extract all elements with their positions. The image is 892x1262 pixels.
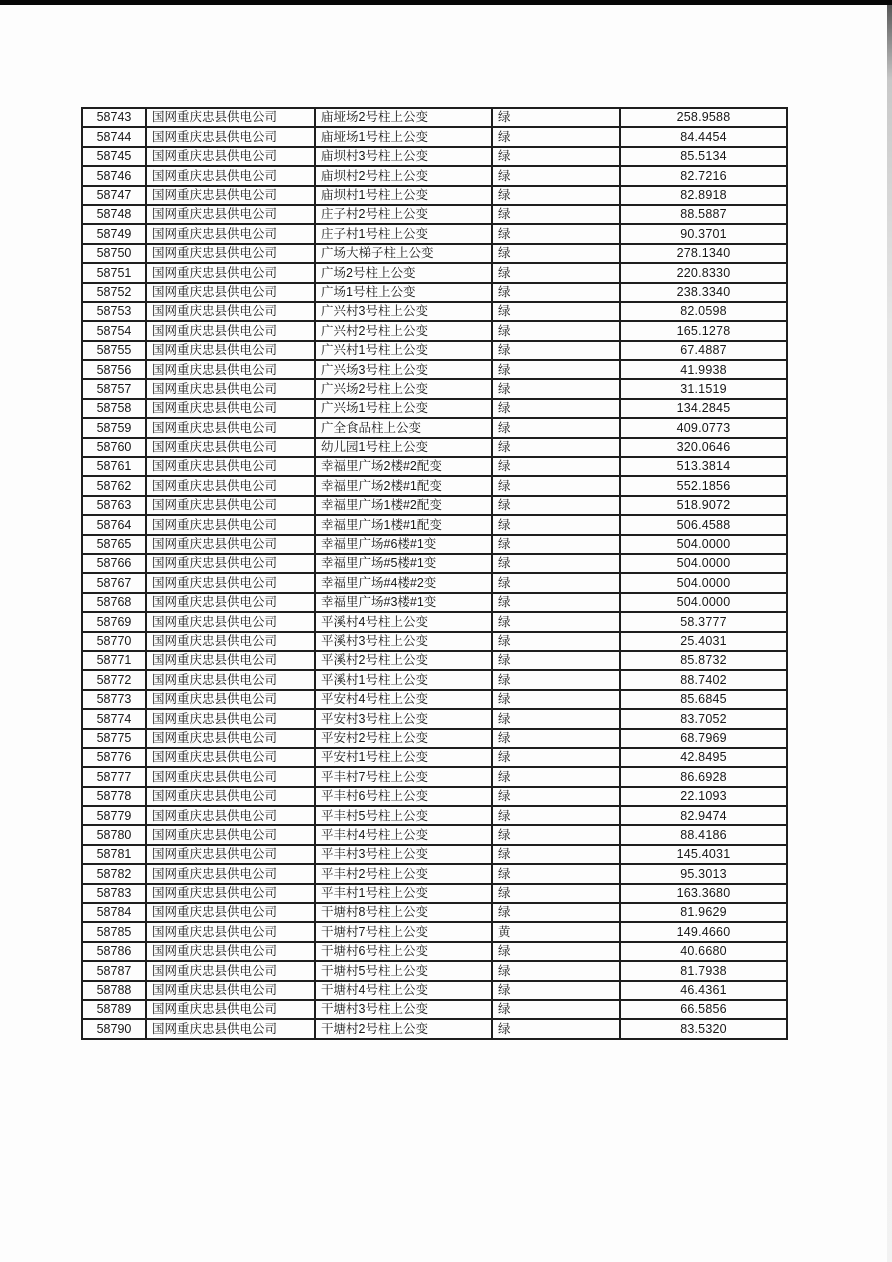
cell-value: 88.5887 — [620, 205, 787, 224]
cell-company-name: 国网重庆忠县供电公司 — [146, 825, 315, 844]
cell-status: 绿 — [492, 942, 620, 961]
cell-value: 518.9072 — [620, 496, 787, 515]
cell-status: 绿 — [492, 767, 620, 786]
cell-status: 绿 — [492, 108, 620, 127]
cell-company-name: 国网重庆忠县供电公司 — [146, 573, 315, 592]
cell-record-id: 58751 — [82, 263, 146, 282]
cell-value: 90.3701 — [620, 224, 787, 243]
cell-record-id: 58743 — [82, 108, 146, 127]
cell-status: 绿 — [492, 825, 620, 844]
cell-record-id: 58755 — [82, 341, 146, 360]
cell-transformer-name: 干塘村7号柱上公变 — [315, 922, 492, 941]
cell-company-name: 国网重庆忠县供电公司 — [146, 787, 315, 806]
cell-record-id: 58784 — [82, 903, 146, 922]
cell-value: 552.1856 — [620, 476, 787, 495]
cell-company-name: 国网重庆忠县供电公司 — [146, 399, 315, 418]
cell-transformer-name: 庙垭场2号柱上公变 — [315, 108, 492, 127]
cell-record-id: 58787 — [82, 961, 146, 980]
cell-value: 25.4031 — [620, 632, 787, 651]
cell-transformer-name: 广场2号柱上公变 — [315, 263, 492, 282]
cell-value: 504.0000 — [620, 593, 787, 612]
cell-transformer-name: 幸福里广场1楼#2配变 — [315, 496, 492, 515]
table-row — [82, 632, 787, 651]
cell-transformer-name: 广场1号柱上公变 — [315, 283, 492, 302]
cell-company-name: 国网重庆忠县供电公司 — [146, 205, 315, 224]
cell-company-name: 国网重庆忠县供电公司 — [146, 884, 315, 903]
cell-status: 绿 — [492, 457, 620, 476]
cell-company-name: 国网重庆忠县供电公司 — [146, 283, 315, 302]
cell-value: 82.0598 — [620, 302, 787, 321]
cell-transformer-name: 平丰村6号柱上公变 — [315, 787, 492, 806]
cell-company-name: 国网重庆忠县供电公司 — [146, 748, 315, 767]
cell-transformer-name: 幸福里广场#6楼#1变 — [315, 535, 492, 554]
cell-status: 绿 — [492, 670, 620, 689]
cell-status: 绿 — [492, 961, 620, 980]
cell-status: 绿 — [492, 166, 620, 185]
cell-record-id: 58748 — [82, 205, 146, 224]
cell-value: 66.5856 — [620, 1000, 787, 1019]
cell-transformer-name: 平安村2号柱上公变 — [315, 729, 492, 748]
scan-edge-right-shadow — [887, 5, 892, 1262]
table-row — [82, 1019, 787, 1038]
cell-value: 145.4031 — [620, 845, 787, 864]
table-row — [82, 729, 787, 748]
cell-status: 绿 — [492, 418, 620, 437]
cell-value: 238.3340 — [620, 283, 787, 302]
cell-status: 绿 — [492, 573, 620, 592]
table-row — [82, 670, 787, 689]
cell-status: 绿 — [492, 593, 620, 612]
table-row — [82, 166, 787, 185]
cell-status: 黄 — [492, 922, 620, 941]
cell-company-name: 国网重庆忠县供电公司 — [146, 806, 315, 825]
cell-company-name: 国网重庆忠县供电公司 — [146, 244, 315, 263]
cell-record-id: 58760 — [82, 438, 146, 457]
cell-record-id: 58752 — [82, 283, 146, 302]
cell-record-id: 58747 — [82, 186, 146, 205]
cell-company-name: 国网重庆忠县供电公司 — [146, 341, 315, 360]
cell-company-name: 国网重庆忠县供电公司 — [146, 922, 315, 941]
cell-company-name: 国网重庆忠县供电公司 — [146, 554, 315, 573]
cell-status: 绿 — [492, 186, 620, 205]
cell-record-id: 58785 — [82, 922, 146, 941]
cell-status: 绿 — [492, 302, 620, 321]
cell-record-id: 58765 — [82, 535, 146, 554]
table-row — [82, 845, 787, 864]
cell-value: 504.0000 — [620, 573, 787, 592]
table-row — [82, 942, 787, 961]
cell-value: 31.1519 — [620, 379, 787, 398]
cell-status: 绿 — [492, 884, 620, 903]
cell-company-name: 国网重庆忠县供电公司 — [146, 321, 315, 340]
cell-record-id: 58789 — [82, 1000, 146, 1019]
table-row — [82, 399, 787, 418]
table-row — [82, 903, 787, 922]
cell-record-id: 58772 — [82, 670, 146, 689]
cell-record-id: 58775 — [82, 729, 146, 748]
cell-transformer-name: 平溪村4号柱上公变 — [315, 612, 492, 631]
table-row — [82, 864, 787, 883]
cell-status: 绿 — [492, 263, 620, 282]
cell-record-id: 58745 — [82, 147, 146, 166]
cell-transformer-name: 平溪村2号柱上公变 — [315, 651, 492, 670]
cell-record-id: 58767 — [82, 573, 146, 592]
cell-value: 95.3013 — [620, 864, 787, 883]
cell-record-id: 58758 — [82, 399, 146, 418]
cell-company-name: 国网重庆忠县供电公司 — [146, 864, 315, 883]
cell-company-name: 国网重庆忠县供电公司 — [146, 612, 315, 631]
cell-value: 88.7402 — [620, 670, 787, 689]
cell-record-id: 58754 — [82, 321, 146, 340]
cell-transformer-name: 平丰村1号柱上公变 — [315, 884, 492, 903]
cell-transformer-name: 幸福里广场2楼#1配变 — [315, 476, 492, 495]
cell-company-name: 国网重庆忠县供电公司 — [146, 379, 315, 398]
cell-status: 绿 — [492, 981, 620, 1000]
cell-record-id: 58749 — [82, 224, 146, 243]
cell-transformer-name: 平丰村2号柱上公变 — [315, 864, 492, 883]
cell-record-id: 58762 — [82, 476, 146, 495]
cell-record-id: 58759 — [82, 418, 146, 437]
cell-record-id: 58771 — [82, 651, 146, 670]
cell-transformer-name: 幸福里广场2楼#2配变 — [315, 457, 492, 476]
cell-transformer-name: 广兴场1号柱上公变 — [315, 399, 492, 418]
cell-company-name: 国网重庆忠县供电公司 — [146, 767, 315, 786]
table-row — [82, 147, 787, 166]
table-body — [82, 108, 787, 1039]
cell-status: 绿 — [492, 612, 620, 631]
table-row — [82, 651, 787, 670]
cell-value: 40.6680 — [620, 942, 787, 961]
cell-company-name: 国网重庆忠县供电公司 — [146, 147, 315, 166]
cell-status: 绿 — [492, 1000, 620, 1019]
cell-value: 83.5320 — [620, 1019, 787, 1038]
cell-company-name: 国网重庆忠县供电公司 — [146, 1000, 315, 1019]
table-row — [82, 1000, 787, 1019]
cell-company-name: 国网重庆忠县供电公司 — [146, 360, 315, 379]
cell-record-id: 58746 — [82, 166, 146, 185]
cell-status: 绿 — [492, 224, 620, 243]
cell-value: 82.8918 — [620, 186, 787, 205]
cell-value: 84.4454 — [620, 127, 787, 146]
cell-company-name: 国网重庆忠县供电公司 — [146, 476, 315, 495]
cell-company-name: 国网重庆忠县供电公司 — [146, 224, 315, 243]
table-row — [82, 205, 787, 224]
cell-transformer-name: 平丰村3号柱上公变 — [315, 845, 492, 864]
cell-transformer-name: 干塘村5号柱上公变 — [315, 961, 492, 980]
cell-status: 绿 — [492, 496, 620, 515]
cell-company-name: 国网重庆忠县供电公司 — [146, 535, 315, 554]
cell-company-name: 国网重庆忠县供电公司 — [146, 263, 315, 282]
cell-transformer-name: 广兴村1号柱上公变 — [315, 341, 492, 360]
cell-record-id: 58764 — [82, 515, 146, 534]
table-row — [82, 379, 787, 398]
cell-status: 绿 — [492, 127, 620, 146]
cell-status: 绿 — [492, 399, 620, 418]
cell-transformer-name: 幼儿园1号柱上公变 — [315, 438, 492, 457]
cell-status: 绿 — [492, 845, 620, 864]
cell-transformer-name: 庙垭场1号柱上公变 — [315, 127, 492, 146]
cell-record-id: 58753 — [82, 302, 146, 321]
cell-status: 绿 — [492, 205, 620, 224]
cell-company-name: 国网重庆忠县供电公司 — [146, 729, 315, 748]
cell-status: 绿 — [492, 341, 620, 360]
cell-value: 82.7216 — [620, 166, 787, 185]
cell-status: 绿 — [492, 515, 620, 534]
cell-status: 绿 — [492, 147, 620, 166]
table-row — [82, 438, 787, 457]
table-row — [82, 922, 787, 941]
table-row — [82, 263, 787, 282]
cell-value: 42.8495 — [620, 748, 787, 767]
cell-company-name: 国网重庆忠县供电公司 — [146, 457, 315, 476]
cell-value: 85.8732 — [620, 651, 787, 670]
cell-status: 绿 — [492, 903, 620, 922]
cell-record-id: 58774 — [82, 709, 146, 728]
cell-record-id: 58786 — [82, 942, 146, 961]
cell-company-name: 国网重庆忠县供电公司 — [146, 186, 315, 205]
cell-value: 163.3680 — [620, 884, 787, 903]
cell-transformer-name: 庄子村2号柱上公变 — [315, 205, 492, 224]
table-row — [82, 186, 787, 205]
cell-status: 绿 — [492, 806, 620, 825]
cell-company-name: 国网重庆忠县供电公司 — [146, 418, 315, 437]
cell-company-name: 国网重庆忠县供电公司 — [146, 166, 315, 185]
cell-status: 绿 — [492, 651, 620, 670]
table-row — [82, 884, 787, 903]
cell-value: 504.0000 — [620, 554, 787, 573]
cell-record-id: 58773 — [82, 690, 146, 709]
cell-company-name: 国网重庆忠县供电公司 — [146, 302, 315, 321]
cell-company-name: 国网重庆忠县供电公司 — [146, 632, 315, 651]
table-row — [82, 341, 787, 360]
cell-company-name: 国网重庆忠县供电公司 — [146, 942, 315, 961]
cell-transformer-name: 庄子村1号柱上公变 — [315, 224, 492, 243]
cell-transformer-name: 幸福里广场#5楼#1变 — [315, 554, 492, 573]
transformer-records-table — [81, 107, 788, 1040]
table-row — [82, 457, 787, 476]
cell-record-id: 58788 — [82, 981, 146, 1000]
cell-company-name: 国网重庆忠县供电公司 — [146, 709, 315, 728]
cell-status: 绿 — [492, 283, 620, 302]
cell-transformer-name: 平丰村5号柱上公变 — [315, 806, 492, 825]
cell-company-name: 国网重庆忠县供电公司 — [146, 496, 315, 515]
cell-transformer-name: 平溪村1号柱上公变 — [315, 670, 492, 689]
cell-company-name: 国网重庆忠县供电公司 — [146, 515, 315, 534]
cell-value: 85.5134 — [620, 147, 787, 166]
cell-record-id: 58761 — [82, 457, 146, 476]
cell-transformer-name: 平丰村4号柱上公变 — [315, 825, 492, 844]
table-row — [82, 224, 787, 243]
cell-status: 绿 — [492, 787, 620, 806]
cell-transformer-name: 广场大梯子柱上公变 — [315, 244, 492, 263]
cell-transformer-name: 幸福里广场1楼#1配变 — [315, 515, 492, 534]
table-row — [82, 690, 787, 709]
cell-company-name: 国网重庆忠县供电公司 — [146, 961, 315, 980]
cell-value: 134.2845 — [620, 399, 787, 418]
cell-status: 绿 — [492, 476, 620, 495]
table-row — [82, 535, 787, 554]
cell-value: 149.4660 — [620, 922, 787, 941]
table-row — [82, 476, 787, 495]
cell-transformer-name: 庙坝村3号柱上公变 — [315, 147, 492, 166]
cell-transformer-name: 广兴村3号柱上公变 — [315, 302, 492, 321]
cell-value: 41.9938 — [620, 360, 787, 379]
cell-transformer-name: 干塘村4号柱上公变 — [315, 981, 492, 1000]
cell-record-id: 58770 — [82, 632, 146, 651]
cell-transformer-name: 广兴村2号柱上公变 — [315, 321, 492, 340]
cell-transformer-name: 平安村3号柱上公变 — [315, 709, 492, 728]
cell-record-id: 58782 — [82, 864, 146, 883]
cell-status: 绿 — [492, 360, 620, 379]
table-row — [82, 127, 787, 146]
cell-transformer-name: 庙坝村1号柱上公变 — [315, 186, 492, 205]
cell-transformer-name: 干塘村3号柱上公变 — [315, 1000, 492, 1019]
cell-value: 81.7938 — [620, 961, 787, 980]
cell-value: 320.0646 — [620, 438, 787, 457]
cell-status: 绿 — [492, 690, 620, 709]
cell-company-name: 国网重庆忠县供电公司 — [146, 981, 315, 1000]
table-row — [82, 108, 787, 127]
cell-record-id: 58780 — [82, 825, 146, 844]
cell-transformer-name: 干塘村8号柱上公变 — [315, 903, 492, 922]
cell-transformer-name: 幸福里广场#3楼#1变 — [315, 593, 492, 612]
cell-transformer-name: 平安村1号柱上公变 — [315, 748, 492, 767]
table-row — [82, 496, 787, 515]
cell-record-id: 58756 — [82, 360, 146, 379]
cell-value: 68.7969 — [620, 729, 787, 748]
cell-company-name: 国网重庆忠县供电公司 — [146, 845, 315, 864]
table-row — [82, 554, 787, 573]
cell-transformer-name: 干塘村2号柱上公变 — [315, 1019, 492, 1038]
table-row — [82, 418, 787, 437]
cell-company-name: 国网重庆忠县供电公司 — [146, 438, 315, 457]
table-row — [82, 283, 787, 302]
cell-company-name: 国网重庆忠县供电公司 — [146, 651, 315, 670]
cell-transformer-name: 平安村4号柱上公变 — [315, 690, 492, 709]
table-row — [82, 244, 787, 263]
cell-transformer-name: 平丰村7号柱上公变 — [315, 767, 492, 786]
cell-company-name: 国网重庆忠县供电公司 — [146, 670, 315, 689]
table-row — [82, 806, 787, 825]
scan-edge-top-bar — [0, 0, 892, 5]
cell-company-name: 国网重庆忠县供电公司 — [146, 1019, 315, 1038]
cell-value: 258.9588 — [620, 108, 787, 127]
table-row — [82, 515, 787, 534]
table-row — [82, 593, 787, 612]
cell-status: 绿 — [492, 729, 620, 748]
table-row — [82, 767, 787, 786]
table-row — [82, 302, 787, 321]
cell-value: 22.1093 — [620, 787, 787, 806]
cell-record-id: 58766 — [82, 554, 146, 573]
cell-record-id: 58776 — [82, 748, 146, 767]
cell-record-id: 58778 — [82, 787, 146, 806]
cell-value: 86.6928 — [620, 767, 787, 786]
cell-value: 513.3814 — [620, 457, 787, 476]
cell-value: 81.9629 — [620, 903, 787, 922]
cell-transformer-name: 广全食品柱上公变 — [315, 418, 492, 437]
cell-value: 83.7052 — [620, 709, 787, 728]
cell-record-id: 58781 — [82, 845, 146, 864]
cell-record-id: 58777 — [82, 767, 146, 786]
cell-status: 绿 — [492, 864, 620, 883]
cell-value: 278.1340 — [620, 244, 787, 263]
cell-record-id: 58763 — [82, 496, 146, 515]
cell-value: 46.4361 — [620, 981, 787, 1000]
cell-status: 绿 — [492, 1019, 620, 1038]
cell-status: 绿 — [492, 379, 620, 398]
cell-value: 409.0773 — [620, 418, 787, 437]
cell-value: 506.4588 — [620, 515, 787, 534]
cell-record-id: 58768 — [82, 593, 146, 612]
cell-value: 504.0000 — [620, 535, 787, 554]
cell-value: 85.6845 — [620, 690, 787, 709]
cell-record-id: 58790 — [82, 1019, 146, 1038]
cell-company-name: 国网重庆忠县供电公司 — [146, 108, 315, 127]
cell-record-id: 58750 — [82, 244, 146, 263]
cell-record-id: 58757 — [82, 379, 146, 398]
cell-status: 绿 — [492, 748, 620, 767]
cell-record-id: 58769 — [82, 612, 146, 631]
cell-status: 绿 — [492, 709, 620, 728]
cell-value: 220.8330 — [620, 263, 787, 282]
cell-value: 82.9474 — [620, 806, 787, 825]
cell-transformer-name: 广兴场2号柱上公变 — [315, 379, 492, 398]
cell-status: 绿 — [492, 438, 620, 457]
cell-status: 绿 — [492, 244, 620, 263]
table-row — [82, 321, 787, 340]
table-row — [82, 981, 787, 1000]
cell-status: 绿 — [492, 554, 620, 573]
cell-transformer-name: 干塘村6号柱上公变 — [315, 942, 492, 961]
table-row — [82, 961, 787, 980]
table-row — [82, 612, 787, 631]
cell-company-name: 国网重庆忠县供电公司 — [146, 690, 315, 709]
table-row — [82, 573, 787, 592]
cell-value: 58.3777 — [620, 612, 787, 631]
cell-record-id: 58779 — [82, 806, 146, 825]
cell-company-name: 国网重庆忠县供电公司 — [146, 903, 315, 922]
cell-transformer-name: 平溪村3号柱上公变 — [315, 632, 492, 651]
cell-value: 88.4186 — [620, 825, 787, 844]
cell-status: 绿 — [492, 632, 620, 651]
table-row — [82, 360, 787, 379]
table-row — [82, 709, 787, 728]
cell-status: 绿 — [492, 321, 620, 340]
cell-value: 67.4887 — [620, 341, 787, 360]
cell-transformer-name: 幸福里广场#4楼#2变 — [315, 573, 492, 592]
cell-transformer-name: 庙坝村2号柱上公变 — [315, 166, 492, 185]
cell-company-name: 国网重庆忠县供电公司 — [146, 593, 315, 612]
cell-record-id: 58744 — [82, 127, 146, 146]
cell-status: 绿 — [492, 535, 620, 554]
table-row — [82, 748, 787, 767]
cell-transformer-name: 广兴场3号柱上公变 — [315, 360, 492, 379]
cell-value: 165.1278 — [620, 321, 787, 340]
cell-record-id: 58783 — [82, 884, 146, 903]
table-row — [82, 787, 787, 806]
cell-company-name: 国网重庆忠县供电公司 — [146, 127, 315, 146]
table-row — [82, 825, 787, 844]
